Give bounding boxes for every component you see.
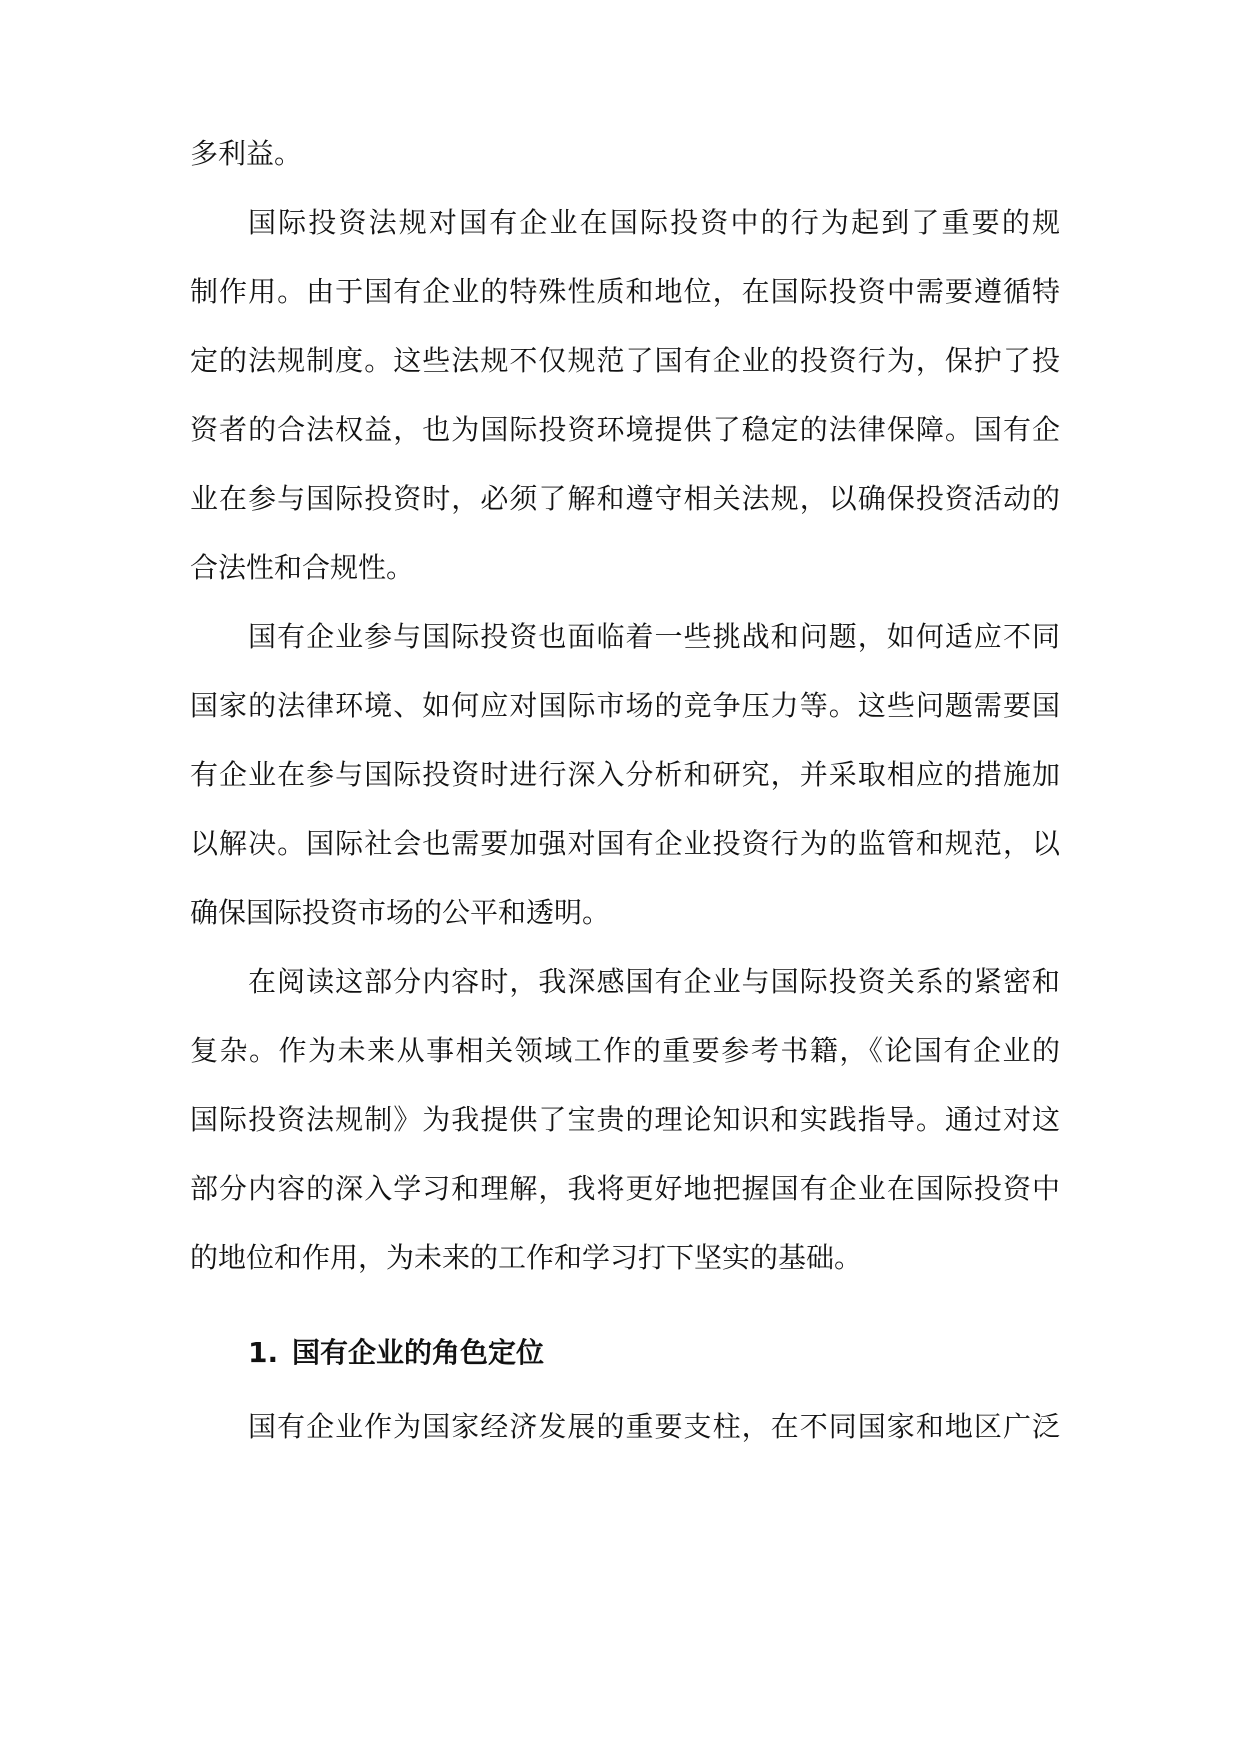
section-title: 国有企业的角色定位 <box>292 1336 545 1369</box>
section-number: 1. <box>248 1336 279 1369</box>
text-line: 复杂。作为未来从事相关领域工作的重要参考书籍，《论国有企业的 <box>190 1034 1060 1067</box>
text-line: 合法性和合规性。 <box>190 551 415 584</box>
text-line: 国家的法律环境、如何应对国际市场的竞争压力等。这些问题需要国 <box>190 689 1060 722</box>
text-line: 确保国际投资市场的公平和透明。 <box>190 896 611 929</box>
paragraph-first-line: 国有企业参与国际投资也面临着一些挑战和问题，如何适应不同 <box>248 620 1060 653</box>
text-line: 部分内容的深入学习和理解，我将更好地把握国有企业在国际投资中 <box>190 1172 1060 1205</box>
text-line: 资者的合法权益，也为国际投资环境提供了稳定的法律保障。国有企 <box>190 413 1060 446</box>
text-line: 以解决。国际社会也需要加强对国有企业投资行为的监管和规范，以 <box>190 827 1060 860</box>
text-line: 的地位和作用，为未来的工作和学习打下坚实的基础。 <box>190 1241 863 1274</box>
text-line: 多利益。 <box>190 137 303 170</box>
text-line: 业在参与国际投资时，必须了解和遵守相关法规，以确保投资活动的 <box>190 482 1060 515</box>
section-heading <box>248 1333 1048 1373</box>
paragraph-first-line: 国有企业作为国家经济发展的重要支柱，在不同国家和地区广泛 <box>248 1410 1060 1443</box>
text-line: 有企业在参与国际投资时进行深入分析和研究，并采取相应的措施加 <box>190 758 1060 791</box>
paragraph-first-line: 国际投资法规对国有企业在国际投资中的行为起到了重要的规 <box>248 206 1060 239</box>
text-line: 国际投资法规制》为我提供了宝贵的理论知识和实践指导。通过对这 <box>190 1103 1060 1136</box>
text-line: 制作用。由于国有企业的特殊性质和地位，在国际投资中需要遵循特 <box>190 275 1060 308</box>
text-line: 定的法规制度。这些法规不仅规范了国有企业的投资行为，保护了投 <box>190 344 1060 377</box>
paragraph-first-line: 在阅读这部分内容时，我深感国有企业与国际投资关系的紧密和 <box>248 965 1060 998</box>
